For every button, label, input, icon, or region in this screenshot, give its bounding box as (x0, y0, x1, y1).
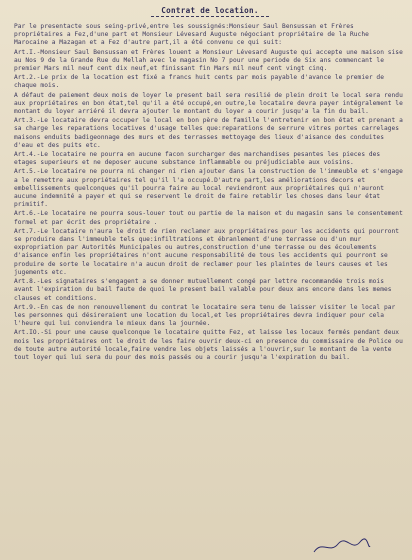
paragraph-art-9: Art.9.-En cas de non renouvellement du contrat le locataire sera tenu de laisser visiter le local par les personnes qui désireraient une location du local,et les propriétaires devra indiquer pour cela l'heure qui lui conviendra le mieux dans la journée. (14, 303, 400, 328)
paragraph-art-2: Art.2.-Le prix de la location est fixé a francs huit cents par mois payable d'avance le premier de chaque mois. (14, 74, 388, 90)
paragraph-art-7: Art.7.-Le locataire n'aura le droit de rien reclamer aux propriétaires pour les accidents qui pourront se produire dans l'immeuble tels que:infiltrations et ébranlement d'une terrasse ou d'un mur expropriation par Autorités Municipales ou autres,construction d'une terrasse ou des écoulements d'aisance enfin les propriétaires n'ont aucune responsabilité de tous les accidents qui pourront se produire de sorte le locataire n'a aucun droit de reclamer pour les plaintes de leurs causes et les jugements etc. (14, 227, 403, 276)
document-body (14, 23, 406, 362)
title-underline (151, 16, 269, 17)
paragraph-art-10: Art.IO.-Si pour une cause quelconque le locataire quitte Fez, et laisse les locaux fermés pendant deux mois les propriétaires ont le droit de les faire ouvrir deux-ci en presence du commissaire de Police ou de toute autre autorité locale,faire vendre les objets laissés a l'ouvrir,sur le montant de la vente tout loyer qui lui sera du pour des mois passés ou a courir jusqu'a l'expiration du bail. (14, 329, 407, 361)
paragraph-art-3: Art.3.-Le locataire devra occuper le local en bon père de famille l'entretenir en bon état et prenant a sa charge les reparations locatives d'usage telles que:reparations de serrure vitres portes carrelages maisons enduits badigeonnage des murs et des terrasses mettoyage des lieux d'aisance des conduites d'eau et des puits etc. (14, 117, 407, 149)
paragraph-art-6: Art.6.-Le locataire ne pourra sous-louer tout ou partie de la maison et du magasin sans le consentement formel et par écrit des propriétaire . (14, 210, 407, 226)
paragraph-art-5: Art.5.-Le locataire ne pourra ni changer ni rien ajouter dans la construction de l'immeuble et s'engage a le remettre aux propriétaires tel qu'il l'a occupé.D'autre part,les améliorations decors et embellissements quelconques qu'il pourra faire au local reviendront aux propriétaires qui n'auront aucune indemnité a payer et qui se reservent le droit de faire retablir les choses dans leur état primitif. (14, 168, 407, 209)
paragraph-default-clause: A défaut de paiement deux mois de loyer le present bail sera resilié de plein droit le local sera rendu aux propriétaires en bon état,tel qu'il a été occupé,en outre,le locataire devra payer intégralement le montant du loyer arriéré il devra ajouter le montant du loyer a courir jusqu'a la fin du bail. (14, 91, 407, 116)
paragraph-intro: Par le presentacte sous seing-privé,entre les soussignés:Monsieur Saul Bensussan et Frères propriétaires a Fez,d'une part et Monsieur Lévesard Auguste négociant propriétaire de la Ruche Marocaine a Mazagan et a Fez d'autre part,il a été convenu ce qui suit: (14, 23, 373, 47)
paragraph-art-1: Art.I.-Monsieur Saul Bensussan et Frères louent a Monsieur Lévesard Auguste qui accepte une maison sise au Nos 9 de la Grande Rue du Mellah avec le magasin No 7 pour une periode de Six ans commencant le premier Mars mil neuf cent dix neuf,et finissant fin Mars mil neuf cent vingt cinq. (14, 48, 407, 73)
paragraph-art-4: Art.4.-Le locataire ne pourra en aucune facon surcharger des marchandises pesantes les pieces des etages superieurs et ne deposer aucune substance inflammable ou préjudiciable aux voisins. (14, 151, 384, 167)
paragraph-art-8: Art.8.-Les signataires s'engagent a se donner mutuellement congé par lettre recommandée trois mois avant l'expiration du bail faute de quoi le present bail valable pour deux ans encore dans les memes clauses et conditions. (14, 278, 396, 302)
handwritten-signature (312, 538, 372, 556)
document-title: Contrat de location. (161, 6, 259, 15)
